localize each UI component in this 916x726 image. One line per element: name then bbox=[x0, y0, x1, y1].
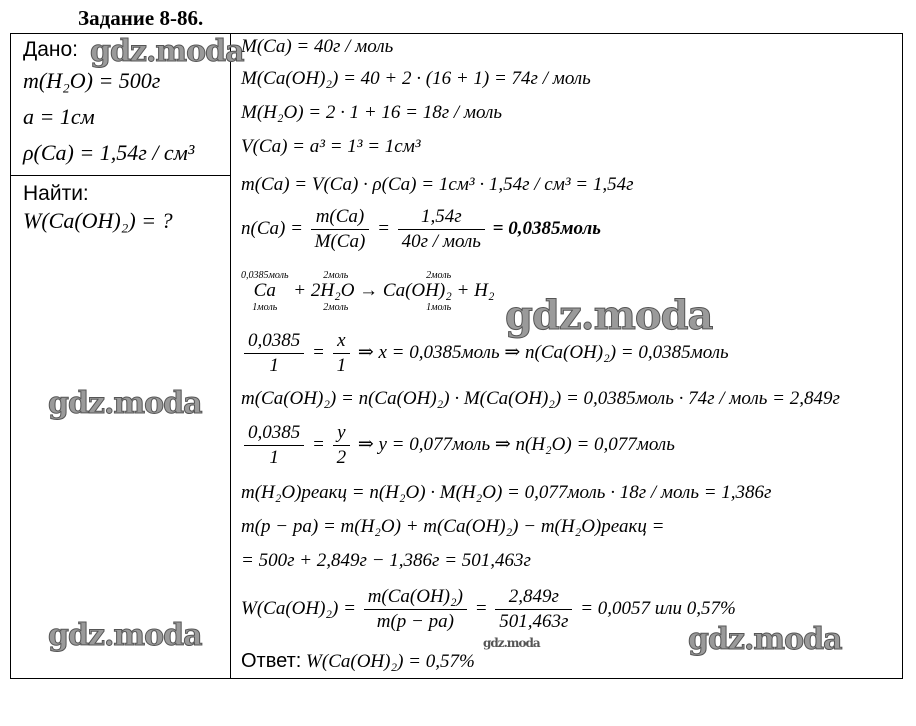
molar-mass-h2o: M(H₂O) = 2 · 1 + 16 = 18г / моль bbox=[241, 102, 503, 123]
molar-mass-caoh2: M(Ca(OH)₂) = 40 + 2 · (16 + 1) = 74г / моль bbox=[241, 68, 591, 89]
watermark: gdz.moda bbox=[505, 292, 713, 339]
mass-solution-expr: m(p − pa) = m(H₂O) + m(Ca(OH)₂) − m(H₂O)реакц = bbox=[241, 516, 665, 537]
given-mass-water: m(H₂O) = 500г bbox=[23, 68, 161, 93]
find-section bbox=[23, 182, 173, 234]
reaction-products: 2моль Ca(OH)₂ + H₂ 1моль bbox=[382, 270, 495, 313]
watermark: gdz.moda bbox=[483, 636, 540, 650]
proportion-y-result: ⇒ y = 0,077моль ⇒ n(H₂O) = 0,077моль bbox=[357, 433, 675, 455]
mass-fraction-result: = 0,0057 или 0,57% bbox=[580, 597, 736, 619]
moles-ca-lhs: n(Ca) = bbox=[241, 217, 303, 239]
answer-label: Ответ: bbox=[241, 650, 302, 672]
watermark: gdz.moda bbox=[688, 622, 842, 657]
reaction-ca: 0,0385моль Ca 1моль bbox=[241, 270, 289, 313]
reaction-equation bbox=[241, 270, 494, 313]
watermark: gdz.moda bbox=[90, 34, 244, 69]
reaction-water: 2моль + 2H₂O → 2моль bbox=[293, 270, 379, 313]
given-edge-length: a = 1см bbox=[23, 104, 95, 129]
answer-value: W(Ca(OH)₂) = 0,57% bbox=[306, 651, 475, 672]
find-label: Найти: bbox=[23, 182, 89, 205]
given-density: ρ(Ca) = 1,54г / см³ bbox=[23, 140, 195, 165]
mass-caoh2: m(Ca(OH)₂) = n(Ca(OH)₂) · M(Ca(OH)₂) = 0,0385моль · 74г / моль = 2,849г bbox=[241, 388, 840, 409]
answer-line bbox=[241, 650, 475, 673]
given-label: Дано: bbox=[23, 38, 79, 61]
watermark: gdz.moda bbox=[48, 386, 202, 421]
task-title: Задание 8-86. bbox=[78, 6, 204, 30]
volume-ca: V(Ca) = a³ = 1³ = 1см³ bbox=[241, 136, 421, 157]
solution-table bbox=[10, 33, 903, 679]
molar-mass-ca: M(Ca) = 40г / моль bbox=[241, 36, 394, 57]
moles-ca-result: = 0,0385моль bbox=[492, 217, 601, 239]
moles-ca: n(Ca) = $\frac{m(Ca)}{M(Ca)}$ = $\frac{1,54г}{\text{40г / моль}}$ = 0,0385моль bbox=[241, 206, 601, 252]
moles-ca-fraction-1: $\frac{m(Ca)}{M(Ca)}$ bbox=[311, 206, 370, 253]
proportion-x-result: ⇒ x = 0,0385моль ⇒ n(Ca(OH)₂) = 0,0385моль bbox=[357, 341, 729, 363]
mass-ca: m(Ca) = V(Ca) · ρ(Ca) = 1см³ · 1,54г / см³ = 1,54г bbox=[241, 174, 634, 195]
mass-water-reacted: m(H₂O)реакц = n(H₂O) · M(H₂O) = 0,077моль · 18г / моль = 1,386г bbox=[241, 482, 772, 503]
mass-fraction: W(Ca(OH)₂) = $\frac{\text{m(Ca(OH)₂)}}{m(p - pa)}$ = $\frac{2,849г}{501,463г}$ = 0,0057 или 0,57% bbox=[241, 586, 736, 632]
given-find-divider bbox=[11, 175, 230, 176]
watermark: gdz.moda bbox=[48, 618, 202, 653]
find-target: W(Ca(OH)₂) = ? bbox=[23, 208, 173, 233]
proportion-y: $\frac{0,0385}{1}$ = $\frac{y}{2}$ ⇒ y = 0,077моль ⇒ n(H₂O) = 0,077моль bbox=[241, 422, 675, 469]
moles-ca-fraction-2: $\frac{1,54г}{\text{40г / моль}}$ bbox=[398, 206, 485, 253]
mass-solution-value: = 500г + 2,849г − 1,386г = 501,463г bbox=[241, 550, 531, 571]
column-divider bbox=[230, 34, 231, 678]
proportion-x: $\frac{0,0385}{1}$ = $\frac{x}{1}$ ⇒ x = 0,0385моль ⇒ n(Ca(OH)₂) = 0,0385моль bbox=[241, 330, 729, 377]
